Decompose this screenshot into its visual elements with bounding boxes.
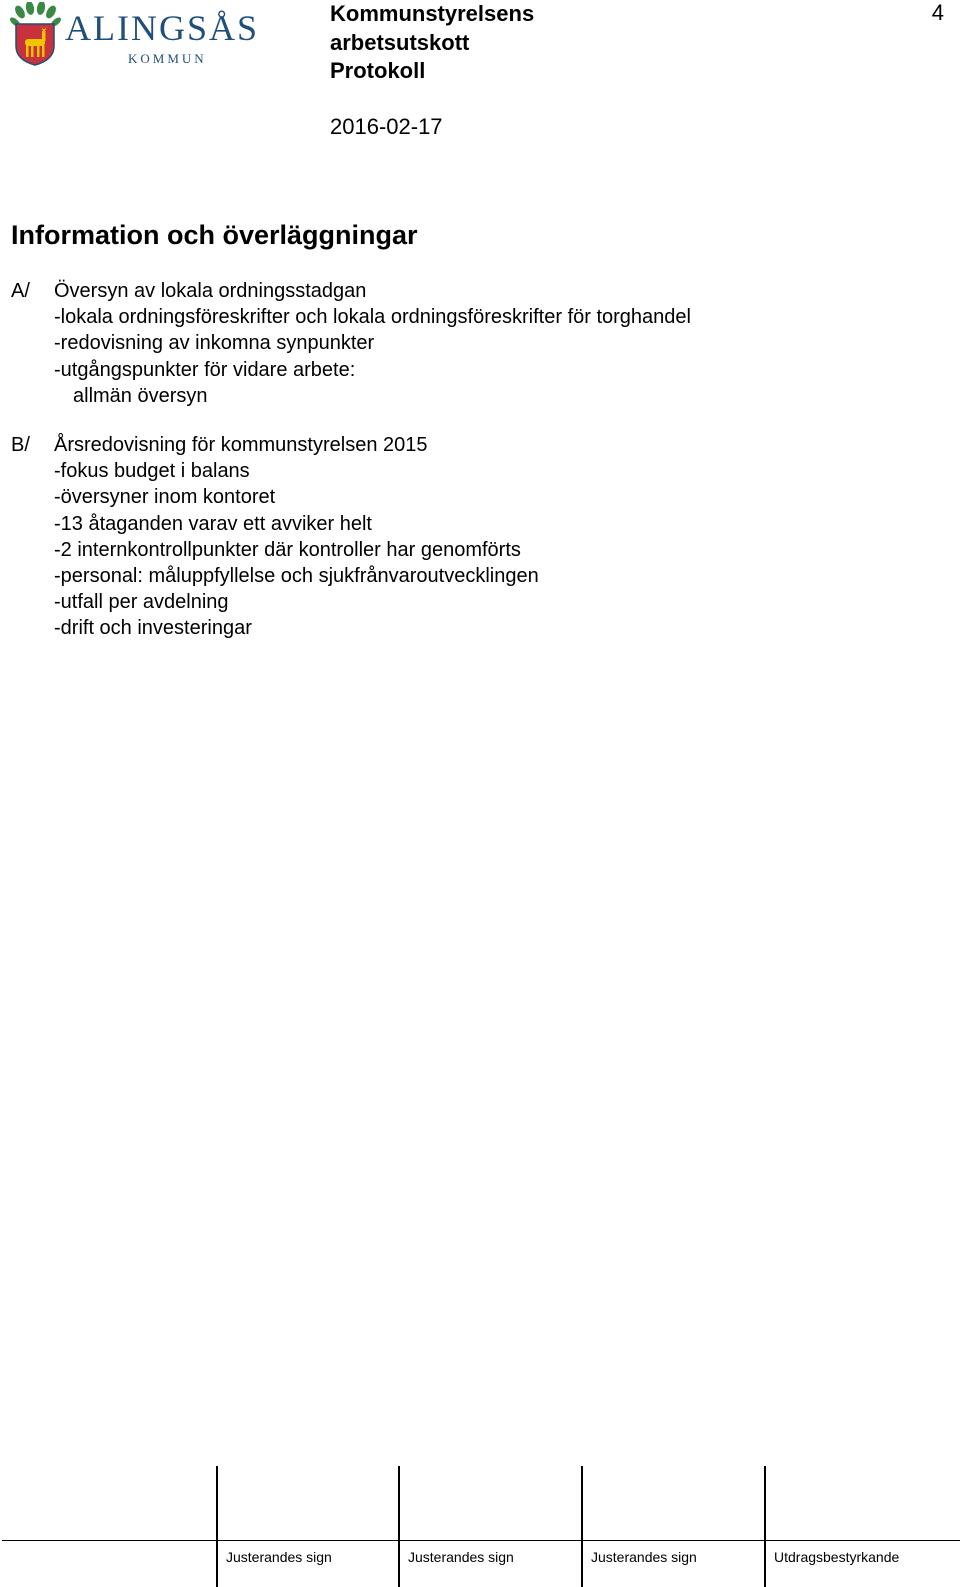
alingsas-kommun-logo xyxy=(10,2,290,68)
agenda-line: -drift och investeringar xyxy=(54,617,252,640)
agenda-line: allmän översyn xyxy=(73,384,208,407)
attestation-field xyxy=(764,1466,900,1587)
meeting-date: 2016-02-17 xyxy=(330,114,443,139)
logo-subtitle: KOMMUN xyxy=(128,51,207,66)
footer-divider xyxy=(2,1540,960,1541)
signature-field-2 xyxy=(398,1466,514,1587)
agenda-line: -lokala ordningsföreskrifter och lokala ordningsföreskrifter för torghandel xyxy=(54,306,691,329)
agenda-item-b xyxy=(11,432,941,642)
header-title-line-1: Kommunstyrelsens xyxy=(330,1,535,26)
agenda-line: -fokus budget i balans xyxy=(54,460,250,483)
attestation-label: Utdragsbestyrkande xyxy=(774,1549,900,1565)
section-title: Information och överläggningar xyxy=(11,220,418,250)
signature-label: Justerandes sign xyxy=(226,1549,332,1565)
agenda-line: Översyn av lokala ordningsstadgan xyxy=(54,280,367,302)
signature-label: Justerandes sign xyxy=(591,1549,697,1565)
page-number: 4 xyxy=(931,0,944,25)
logo-wordmark: ALINGSÅS xyxy=(65,8,260,48)
agenda-item-body xyxy=(54,278,941,409)
agenda-line: -redovisning av inkomna synpunkter xyxy=(54,332,375,355)
agenda-line: -personal: måluppfyllelse och sjukfrånvaroutvecklingen xyxy=(54,565,539,588)
agenda-line: -13 åtaganden varav ett avviker helt xyxy=(54,512,372,535)
agenda-line: -översyner inom kontoret xyxy=(54,486,276,509)
agenda-line: -2 internkontrollpunkter där kontroller har genomförts xyxy=(54,538,521,561)
document-header xyxy=(330,0,534,86)
signature-field-1 xyxy=(216,1466,332,1587)
header-title-line-2: arbetsutskott xyxy=(330,29,470,55)
header-title-line-3: Protokoll xyxy=(330,58,426,83)
agenda-item xyxy=(11,432,941,642)
agenda-item xyxy=(11,278,941,409)
signature-footer xyxy=(0,1466,960,1587)
signature-field-3 xyxy=(581,1466,697,1587)
agenda-line: Årsredovisning för kommunstyrelsen 2015 xyxy=(54,434,428,456)
agenda-line: -utgångspunkter för vidare arbete: xyxy=(54,358,356,381)
agenda-item-letter: B/ xyxy=(11,434,30,456)
coat-of-arms-icon xyxy=(10,2,290,68)
agenda-line: -utfall per avdelning xyxy=(54,591,229,614)
agenda-item-a xyxy=(11,278,941,409)
signature-label: Justerandes sign xyxy=(408,1549,514,1565)
agenda-item-letter: A/ xyxy=(11,280,30,302)
agenda-item-body xyxy=(54,432,941,642)
